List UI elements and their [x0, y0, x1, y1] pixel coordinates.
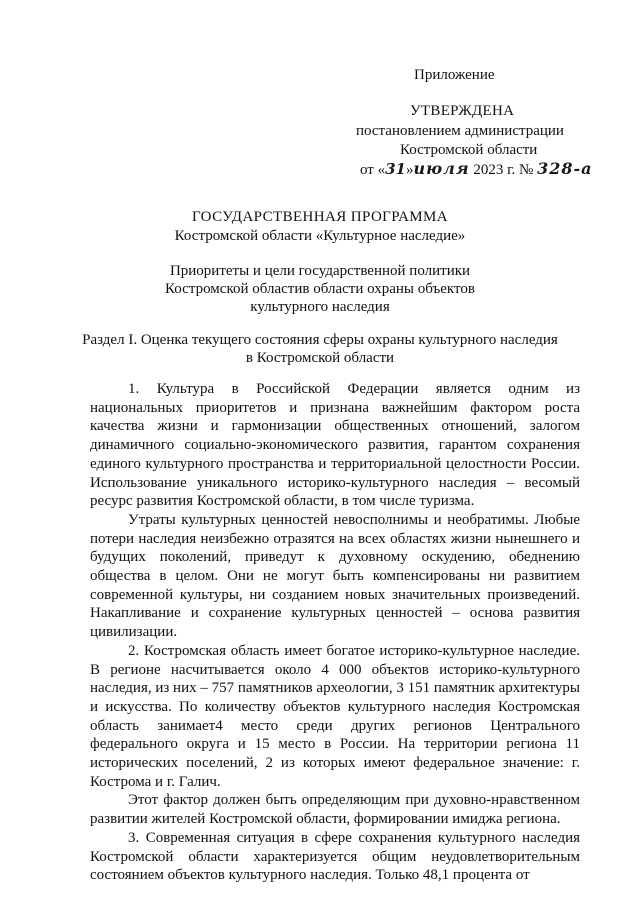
- program-subtitle: Костромской области «Культурное наследие»: [174, 228, 466, 244]
- paragraph: 2. Костромская область имеет богатое историко-культурное наследие. В регионе насчитывается около 4 000 объектов историко-культурного наследия, из них – 757 памятников археологии, 3 151 памятник архитектуры и искусства. По количеству объектов культурного наследия Костромская область занимает4 место среди других регионов Центрального федерального округа и 15 место в России. На территории региона 11 исторических поселений, 2 из которых имеют федеральное значение: г. Кострома и г. Галич.: [90, 642, 580, 790]
- body-text: [90, 380, 580, 885]
- section-heading-line1: Раздел I. Оценка текущего состояния сферы охраны культурного наследия: [82, 332, 558, 348]
- paragraph: Этот фактор должен быть определяющим при духовно-нравственном развитии жителей Костромской области, формировании имиджа региона.: [90, 792, 580, 828]
- date-day-handwritten: 31: [385, 160, 406, 178]
- priorities-heading-line2: Костромской областив области охраны объектов: [165, 281, 475, 297]
- appendix-label: Приложение: [414, 67, 495, 83]
- program-title: ГОСУДАРСТВЕННАЯ ПРОГРАММА: [191, 209, 449, 225]
- resolution-line: постановлением администрации: [356, 123, 564, 139]
- date-year: 2023 г. №: [473, 162, 534, 178]
- approved-label: УТВЕРЖДЕНА: [410, 103, 515, 119]
- date-prefix: от «: [360, 162, 386, 178]
- date-line: [360, 159, 593, 180]
- priorities-heading-line1: Приоритеты и цели государственной политики: [169, 263, 471, 279]
- region-line: Костромской области: [400, 142, 538, 158]
- paragraph: Утраты культурных ценностей невосполнимы и необратимы. Любые потери наследия неизбежно отразятся на всех областях жизни нынешнего и будущих поколений, приведут к духовному оскудению, обеднению общества в целом. Они не могут быть компенсированы ни развитием современной культуры, ни созданием новых значительных произведений. Накапливание и сохранение культурных ценностей – основа развития цивилизации.: [90, 511, 580, 641]
- doc-number-handwritten: 328-а: [537, 159, 593, 178]
- paragraph: 3. Современная ситуация в сфере сохранения культурного наследия Костромской области характеризуется общим неудовлетворительным состоянием объектов культурного наследия. Только 48,1 процента от: [90, 829, 580, 884]
- date-month-handwritten: июля: [413, 159, 470, 178]
- date-mid: »: [405, 162, 414, 178]
- section-heading-line2: в Костромской области: [245, 350, 395, 366]
- paragraph: 1. Культура в Российской Федерации является одним из национальных приоритетов и признана важнейшим фактором роста качества жизни и гармонизации общественных отношений, залогом динамичного социально-экономического развития, гарантом сохранения единого культурного пространства и территориальной целостности России. Использование уникального историко-культурного наследия – весомый ресурс развития Костромской области, в том числе туризма.: [90, 381, 580, 510]
- priorities-heading-line3: культурного наследия: [250, 299, 390, 315]
